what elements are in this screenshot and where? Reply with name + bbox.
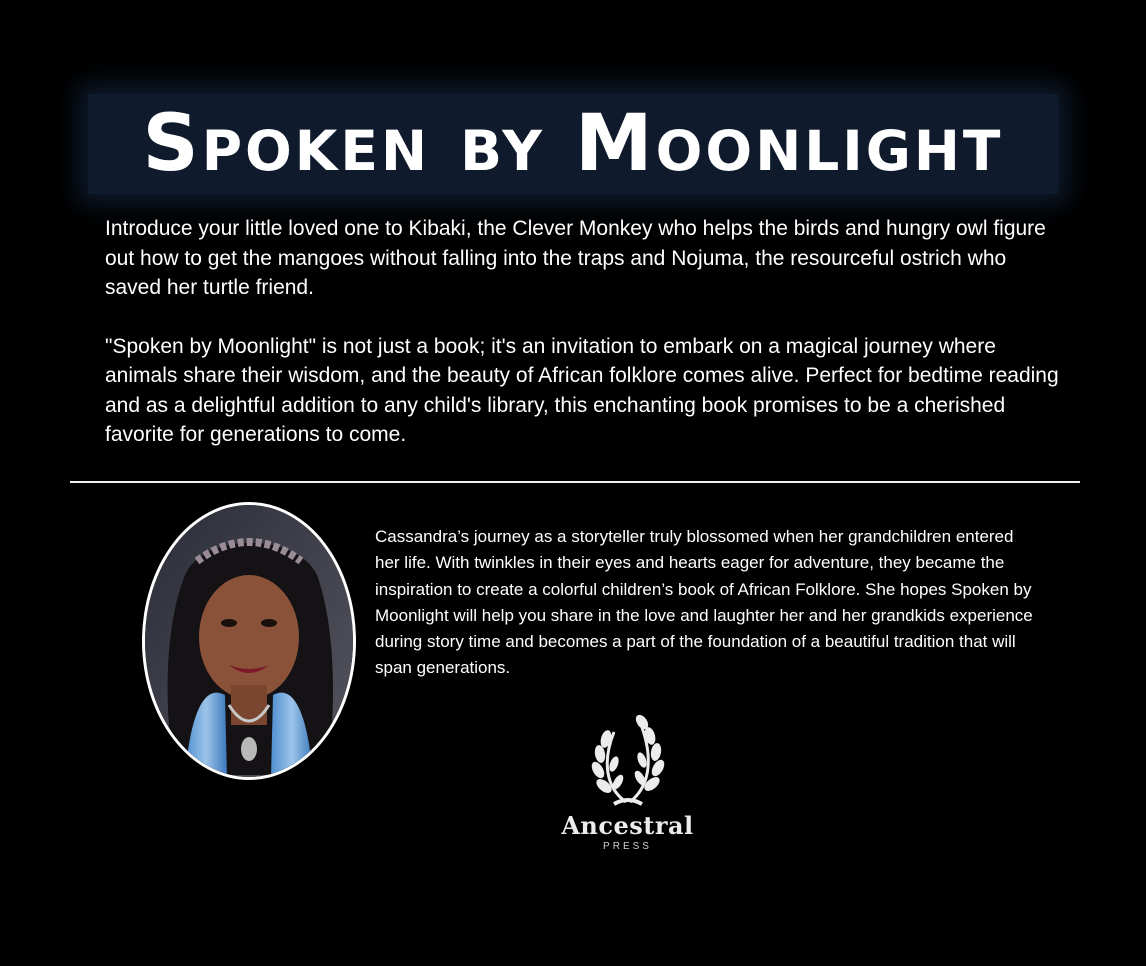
title-band xyxy=(88,94,1058,194)
author-bio: Cassandra’s journey as a storyteller truly blossomed when her grandchildren entered her life. With twinkles in their eyes and hearts eager for adventure, they became the inspiration to create a colorful children’s book of African Folklore. She hopes Spoken by Moonlight will help you share in the love and laughter her and her grandkids experience during story time and becomes a part of the foundation of a beautiful tradition that will span generations. xyxy=(375,527,1033,678)
description-paragraph: "Spoken by Moonlight" is not just a book; it's an invitation to embark on a magical journey where animals share their wisdom, and the beauty of African folklore comes alive. Perfect for bedtime reading and as a delightful addition to any child's library, this enchanting book promises to be a cherished favorite for generations to come. xyxy=(105,334,1059,446)
publisher-subtitle: PRESS xyxy=(603,841,652,852)
publisher-logo xyxy=(545,712,710,852)
author-portrait xyxy=(142,502,356,780)
laurel-wreath-icon xyxy=(588,712,668,812)
description-paragraph: Introduce your little loved one to Kibaki, the Clever Monkey who helps the birds and hungry owl figure out how to get the mangoes without falling into the traps and Nojuma, the resourceful ostrich who saved her turtle friend. xyxy=(105,217,1046,299)
page-title: Spoken by Moonlight xyxy=(142,99,1004,189)
publisher-name: Ancestral xyxy=(561,811,694,840)
book-description xyxy=(105,214,1065,479)
section-divider xyxy=(70,481,1080,483)
